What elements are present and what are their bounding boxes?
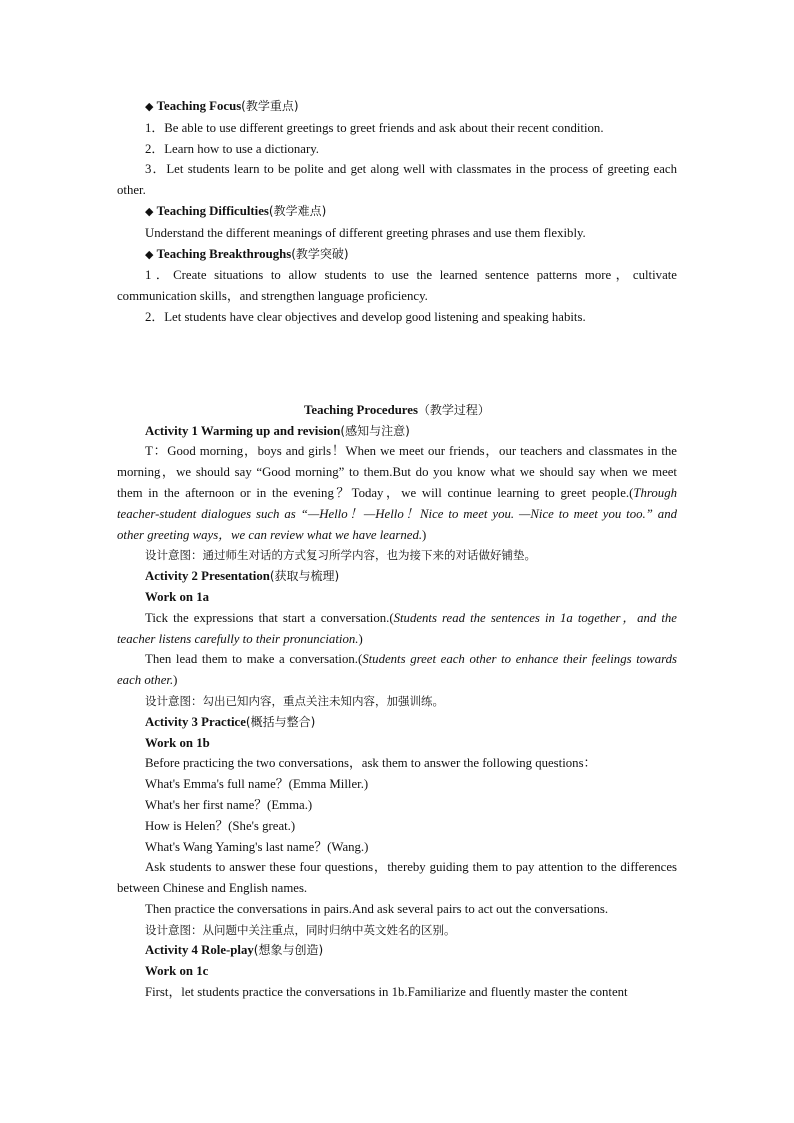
activity2-work: Work on 1a (145, 589, 209, 604)
breakthroughs-item: 2．Let students have clear objectives and develop good listening and speaking habits. (145, 309, 586, 324)
activity4-work: Work on 1c (145, 964, 209, 979)
activity2-paragraph: Then lead them to make a conversation.(Students greet each other to enhance their feelings towards each other.) (117, 652, 677, 688)
activity3-intro: Before practicing the two conversations，ask them to answer the following questions： (145, 756, 597, 771)
document-page (117, 96, 677, 1003)
difficulties-text: Understand the different meanings of different greeting phrases and use them flexibly. (145, 225, 586, 240)
activity2-paragraph: Tick the expressions that start a conversation.(Students read the sentences in 1a together，and the teacher listens carefully to their pronunciation.) (117, 610, 677, 646)
activity3-question: What's her first name？(Emma.) (145, 797, 313, 812)
diamond-bullet-icon: ◆ (145, 247, 154, 261)
activity2-heading: Activity 2 Presentation(获取与梳理) (145, 569, 340, 584)
section-spacer (117, 328, 677, 400)
activity3-heading: Activity 3 Practice(概括与整合) (145, 714, 316, 729)
activity4-heading: Activity 4 Role-play(想象与创造) (145, 943, 324, 958)
activity4-paragraph: First，let students practice the conversations in 1b.Familiarize and fluently master the content (145, 985, 628, 1000)
diamond-bullet-icon: ◆ (145, 100, 154, 113)
activity2-design-note: 设计意图：勾出已知内容，重点关注未知内容，加强训练。 (145, 693, 444, 708)
activity1-design-note: 设计意图：通过师生对话的方式复习所学内容，也为接下来的对话做好铺垫。 (145, 548, 536, 563)
activity3-paragraph: Ask students to answer these four questions，thereby guiding them to pay attention to the differences between Chinese and English names. (117, 860, 677, 896)
activity3-question: What's Wang Yaming's last name？(Wang.) (145, 839, 369, 854)
activity3-paragraph: Then practice the conversations in pairs.And ask several pairs to act out the conversations. (145, 901, 609, 916)
procedures-title: Teaching Procedures（教学过程） (304, 402, 490, 417)
diamond-bullet-icon: ◆ (145, 204, 154, 218)
focus-heading: ◆ Teaching Focus(教学重点) (145, 99, 299, 113)
activity3-question: How is Helen？(She's great.) (145, 818, 296, 833)
activity3-work: Work on 1b (145, 735, 210, 750)
focus-item: 2．Learn how to use a dictionary. (145, 141, 320, 156)
difficulties-heading: ◆ Teaching Difficulties(教学难点) (145, 203, 327, 218)
activity3-design-note: 设计意图：从问题中关注重点，同时归纳中英文姓名的区别。 (145, 922, 456, 937)
focus-item: 1．Be able to use different greetings to greet friends and ask about their recent condition. (145, 120, 604, 135)
activity1-text: T：Good morning，boys and girls！When we meet our friends，our teachers and classmates in the morning，we should say “Good morning” to them.But do you know what we should say when we meet them in the afternoon or in the evening？Today，we will continue learning to greet people.(Through teacher-student dialogues such as “—Hello！—Hello！Nice to meet you. —Nice to meet you too.” and other greeting ways，we can review what we have learned.) (117, 444, 677, 542)
activity3-question: What's Emma's full name？(Emma Miller.) (145, 777, 369, 792)
activity1-heading: Activity 1 Warming up and revision(感知与注意) (145, 423, 410, 438)
focus-item: 3．Let students learn to be polite and get along well with classmates in the process of greeting each other. (117, 162, 677, 198)
breakthroughs-heading: ◆ Teaching Breakthroughs(教学突破) (145, 246, 349, 261)
breakthroughs-item: 1．Create situations to allow students to use the learned sentence patterns more，cultivate communication skills，and strengthen language proficiency. (117, 268, 677, 304)
